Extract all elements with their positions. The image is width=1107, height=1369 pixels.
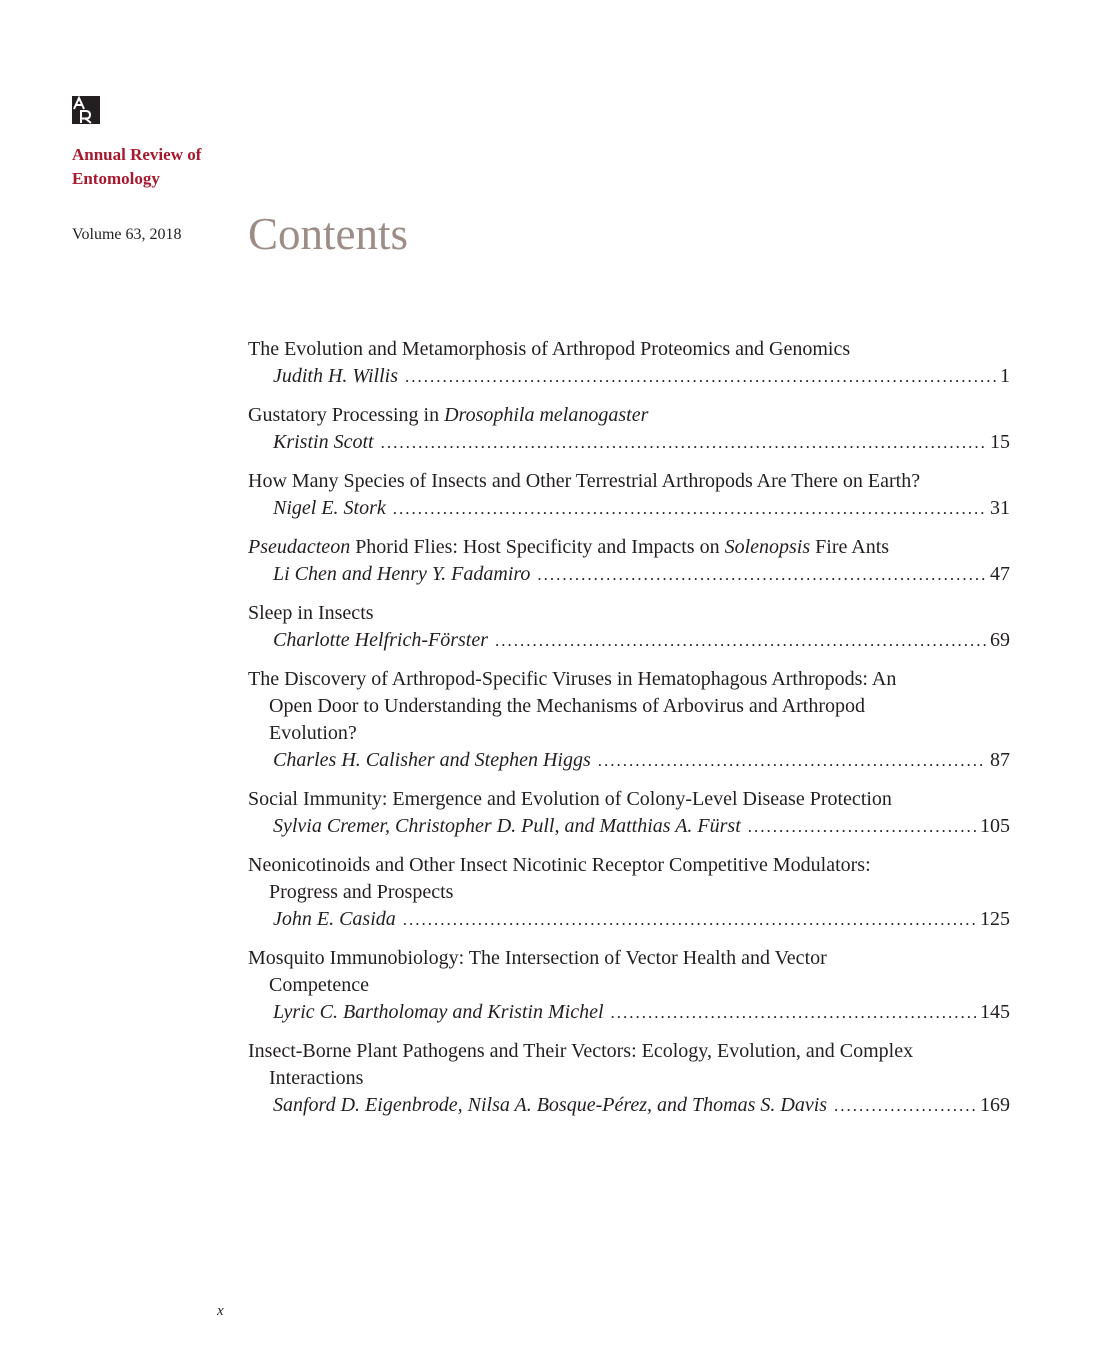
title-part: How Many Species of Insects and Other Terrestrial Arthropods Are There on Earth? <box>248 470 921 492</box>
title-part: Fire Ants <box>810 536 890 558</box>
dot-leader <box>393 495 986 522</box>
toc-entry[interactable] <box>248 852 1010 933</box>
toc-entry-page[interactable]: 1 <box>1000 365 1010 387</box>
toc-entry[interactable] <box>248 945 1010 1026</box>
journal-name-line2: Entomology <box>72 169 160 188</box>
journal-name <box>72 143 242 191</box>
toc-entry[interactable] <box>248 402 1010 456</box>
toc-entry-title[interactable] <box>248 852 929 906</box>
toc-entry-authors: Kristin Scott <box>273 431 374 453</box>
title-part: Gustatory Processing in <box>248 404 445 426</box>
toc-entry-authors: Lyric C. Bartholomay and Kristin Michel <box>273 1001 604 1023</box>
toc-author-line <box>248 813 1010 840</box>
toc-entry-page[interactable]: 69 <box>990 629 1010 651</box>
dot-leader <box>748 813 976 840</box>
toc-author-line <box>248 906 1010 933</box>
toc-entry[interactable] <box>248 336 1010 390</box>
toc-author-line <box>248 1092 1010 1119</box>
toc-entry-title[interactable] <box>248 786 929 813</box>
dot-leader <box>598 747 986 774</box>
toc-entry[interactable] <box>248 600 1010 654</box>
toc-entry-page[interactable]: 105 <box>980 815 1010 837</box>
toc-entry-authors: Li Chen and Henry Y. Fadamiro <box>273 563 531 585</box>
toc-entry-page[interactable]: 145 <box>980 1001 1010 1023</box>
toc-entry-authors: Sylvia Cremer, Christopher D. Pull, and Matthias A. Fürst <box>273 815 741 837</box>
dot-leader <box>405 363 996 390</box>
dot-leader <box>834 1092 976 1119</box>
toc-entry[interactable] <box>248 786 1010 840</box>
title-italic-part: Pseudacteon <box>248 536 351 558</box>
toc-entry-page[interactable]: 31 <box>990 497 1010 519</box>
title-part: Insect-Borne Plant Pathogens and Their Vectors: Ecology, Evolution, and Complex Interactions <box>248 1040 914 1089</box>
toc-entry-authors: Charlotte Helfrich-Förster <box>273 629 488 651</box>
toc-author-line <box>248 747 1010 774</box>
journal-name-line1: Annual Review of <box>72 145 202 164</box>
toc-entry-authors: Judith H. Willis <box>273 365 398 387</box>
annual-reviews-logo-icon <box>72 96 100 124</box>
page-folio: x <box>217 1303 224 1319</box>
title-italic-part: Solenopsis <box>724 536 811 558</box>
page-title: Contents <box>248 209 409 259</box>
toc-entry-title[interactable] <box>248 600 929 627</box>
toc-entry-page[interactable]: 87 <box>990 749 1010 771</box>
dot-leader <box>537 561 986 588</box>
toc-entry-title[interactable] <box>248 468 929 495</box>
toc-author-line <box>248 363 1010 390</box>
title-part: Sleep in Insects <box>248 602 374 624</box>
toc-author-line <box>248 429 1010 456</box>
toc-entry-title[interactable] <box>248 402 929 429</box>
toc-entry-title[interactable] <box>248 1038 929 1092</box>
toc-entry-authors: Nigel E. Stork <box>273 497 386 519</box>
toc-entry[interactable] <box>248 468 1010 522</box>
toc-entry[interactable] <box>248 1038 1010 1119</box>
toc-entry-authors: Charles H. Calisher and Stephen Higgs <box>273 749 591 771</box>
title-part: Mosquito Immunobiology: The Intersection of Vector Health and Vector Competence <box>248 947 827 996</box>
toc-entry-page[interactable]: 125 <box>980 908 1010 930</box>
toc-author-line <box>248 627 1010 654</box>
toc-author-line <box>248 999 1010 1026</box>
title-part: Social Immunity: Emergence and Evolution of Colony-Level Disease Protection <box>248 788 892 810</box>
toc-entry-authors: Sanford D. Eigenbrode, Nilsa A. Bosque-Pérez, and Thomas S. Davis <box>273 1094 828 1116</box>
dot-leader <box>611 999 977 1026</box>
toc-author-line <box>248 495 1010 522</box>
toc-entry[interactable] <box>248 534 1010 588</box>
toc-entry-page[interactable]: 47 <box>990 563 1010 585</box>
title-part: Phorid Flies: Host Specificity and Impacts on <box>350 536 725 558</box>
dot-leader <box>403 906 976 933</box>
toc-entry-authors: John E. Casida <box>273 908 396 930</box>
table-of-contents <box>248 336 1010 1131</box>
toc-entry-page[interactable]: 15 <box>990 431 1010 453</box>
toc-entry-title[interactable] <box>248 534 929 561</box>
toc-entry-title[interactable] <box>248 666 929 747</box>
title-part: Neonicotinoids and Other Insect Nicotinic Receptor Competitive Modulators: Progress and Prospects <box>248 854 871 903</box>
title-part: The Discovery of Arthropod-Specific Viruses in Hematophagous Arthropods: An Open Door to Understanding the Mechanisms of Arbovirus and Arthropod Evolution? <box>248 668 897 744</box>
toc-entry-page[interactable]: 169 <box>980 1094 1010 1116</box>
title-italic-part: Drosophila melanogaster <box>444 404 649 426</box>
toc-entry-title[interactable] <box>248 336 929 363</box>
toc-entry[interactable] <box>248 666 1010 774</box>
volume-label: Volume 63, 2018 <box>72 226 182 243</box>
title-part: The Evolution and Metamorphosis of Arthropod Proteomics and Genomics <box>248 338 851 360</box>
toc-author-line <box>248 561 1010 588</box>
dot-leader <box>495 627 986 654</box>
toc-entry-title[interactable] <box>248 945 929 999</box>
dot-leader <box>381 429 986 456</box>
